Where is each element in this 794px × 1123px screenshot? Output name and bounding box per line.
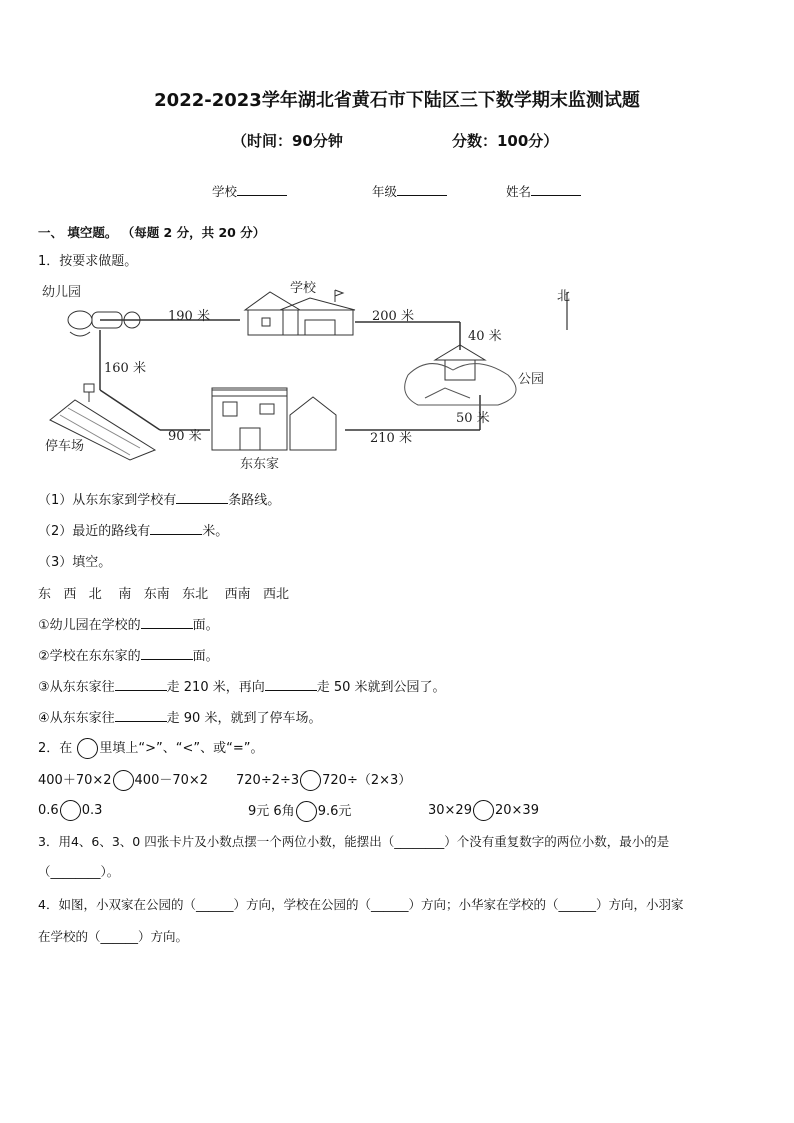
- q2-expr5-circle[interactable]: [473, 800, 494, 821]
- q1-sub3-blank1[interactable]: [115, 676, 167, 691]
- q1-sub4: [38, 707, 321, 726]
- q4-line1: 4．如图，小双家在公园的（______）方向，学校在公园的（______）方向；小华家在学校的（______）方向，小羽家: [38, 897, 684, 912]
- q2-expr5-right: 20×39: [494, 803, 539, 818]
- q1-sub2-blank[interactable]: [141, 645, 193, 660]
- q2-expr2: [236, 769, 411, 791]
- north-label: 北: [557, 289, 571, 304]
- q2-expr3-right: 0.3: [81, 803, 103, 818]
- q2-expr4-circle[interactable]: [296, 801, 317, 822]
- home-label: 东东家: [240, 457, 280, 470]
- direction-options: 东 西 北 南 东南 东北 西南 西北: [38, 587, 290, 602]
- distance-160: 160 米: [104, 361, 146, 376]
- q1-part3: （3）填空。: [38, 555, 112, 570]
- name-field[interactable]: [506, 181, 581, 200]
- q1-part1: [38, 489, 280, 508]
- q1-sub2-text2: 面。: [192, 649, 219, 664]
- q1-sub2: [38, 645, 219, 664]
- q1-sub1-text: ①幼儿园在学校的: [38, 618, 141, 633]
- kindergarten-icon: [68, 311, 140, 336]
- q1-sub3-blank2[interactable]: [265, 676, 317, 691]
- section-heading: 一、 填空题。 （每题 2 分，共 20 分）: [38, 225, 266, 240]
- school-map-label: 学校: [290, 281, 317, 296]
- distance-50: 50 米: [456, 411, 490, 426]
- q2-expr3-circle[interactable]: [60, 800, 81, 821]
- q2-expr2-circle[interactable]: [300, 770, 321, 791]
- q1-sub1-text2: 面。: [192, 618, 219, 633]
- school-field[interactable]: [212, 181, 287, 200]
- school-icon: [245, 290, 355, 335]
- q3-line2: （________）。: [38, 864, 120, 879]
- exam-score: 分数：100分）: [452, 132, 559, 150]
- q1-sub1-blank[interactable]: [141, 614, 193, 629]
- q2-expr4-right: 9.6元: [317, 804, 352, 819]
- q1-sub4-blank[interactable]: [115, 707, 167, 722]
- q2-expr3-left: 0.6: [38, 803, 59, 818]
- q1-part2: [38, 520, 228, 539]
- q1-sub4-text2: 走 90 米，就到了停车场。: [166, 711, 322, 726]
- q2-intro-text: 2．在: [38, 741, 73, 756]
- q2-intro-text2: 里填上“>”、“<”、或“=”。: [99, 741, 264, 756]
- grade-label: 年级: [372, 184, 398, 199]
- parking-label: 停车场: [45, 439, 85, 454]
- distance-40: 40 米: [468, 329, 502, 344]
- distance-190: 190 米: [168, 309, 210, 324]
- grade-field[interactable]: [372, 181, 447, 200]
- q2-expr4: [248, 800, 351, 822]
- q1-part2-text2: 米。: [202, 524, 229, 539]
- q1-sub3-text: ③从东东家往: [38, 680, 115, 695]
- q2-expr5-left: 30×29: [428, 803, 472, 818]
- q1-part1-text2: 条路线。: [228, 493, 281, 508]
- q2-intro: [38, 737, 264, 759]
- q2-expr4-left: 9元 6角: [248, 804, 295, 819]
- q1-part1-text: （1）从东东家到学校有: [38, 493, 177, 508]
- q1-intro: 1．按要求做题。: [38, 254, 138, 269]
- distance-90: 90 米: [168, 429, 202, 444]
- grade-blank[interactable]: [397, 181, 447, 196]
- home-icon: [212, 388, 336, 450]
- q4-line2: 在学校的（______）方向。: [38, 929, 189, 944]
- page-title: 2022-2023学年湖北省黄石市下陆区三下数学期末监测试题: [154, 90, 640, 111]
- q2-expr1-circle[interactable]: [113, 770, 134, 791]
- q3-line1: 3．用4、6、3、0 四张卡片及小数点摆一个两位小数，能摆出（________）个没有重复数字的两位小数，最小的是: [38, 834, 670, 849]
- school-blank[interactable]: [237, 181, 287, 196]
- q1-sub3-text3: 走 50 米就到公园了。: [316, 680, 446, 695]
- school-label: 学校: [212, 184, 238, 199]
- q1-sub4-text: ④从东东家往: [38, 711, 115, 726]
- q2-expr5: [428, 800, 539, 821]
- park-label: 公园: [518, 372, 545, 387]
- compare-circle-icon: [77, 738, 98, 759]
- distance-210: 210 米: [370, 431, 412, 446]
- q1-part1-blank[interactable]: [176, 489, 228, 504]
- distance-200: 200 米: [372, 309, 414, 324]
- q1-sub2-text: ②学校在东东家的: [38, 649, 141, 664]
- name-label: 姓名: [506, 184, 532, 199]
- q1-part2-text: （2）最近的路线有: [38, 524, 151, 539]
- pavilion-icon: [405, 345, 516, 405]
- name-blank[interactable]: [531, 181, 581, 196]
- q1-sub3-text2: 走 210 米，再向: [166, 680, 265, 695]
- q2-expr1: [38, 769, 208, 791]
- q1-sub3: [38, 676, 446, 695]
- q2-expr3: [38, 800, 102, 821]
- q1-sub1: [38, 614, 219, 633]
- q1-part2-blank[interactable]: [150, 520, 202, 535]
- q2-expr1-right: 400－70×2: [134, 773, 209, 788]
- route-map: [40, 280, 600, 470]
- q2-expr1-left: 400＋70×2: [38, 773, 112, 788]
- kindergarten-label: 幼儿园: [42, 285, 82, 300]
- exam-time: （时间：90分钟: [232, 132, 343, 150]
- q2-expr2-left: 720÷2÷3: [236, 773, 300, 788]
- q2-expr2-right: 720÷（2×3）: [322, 773, 412, 788]
